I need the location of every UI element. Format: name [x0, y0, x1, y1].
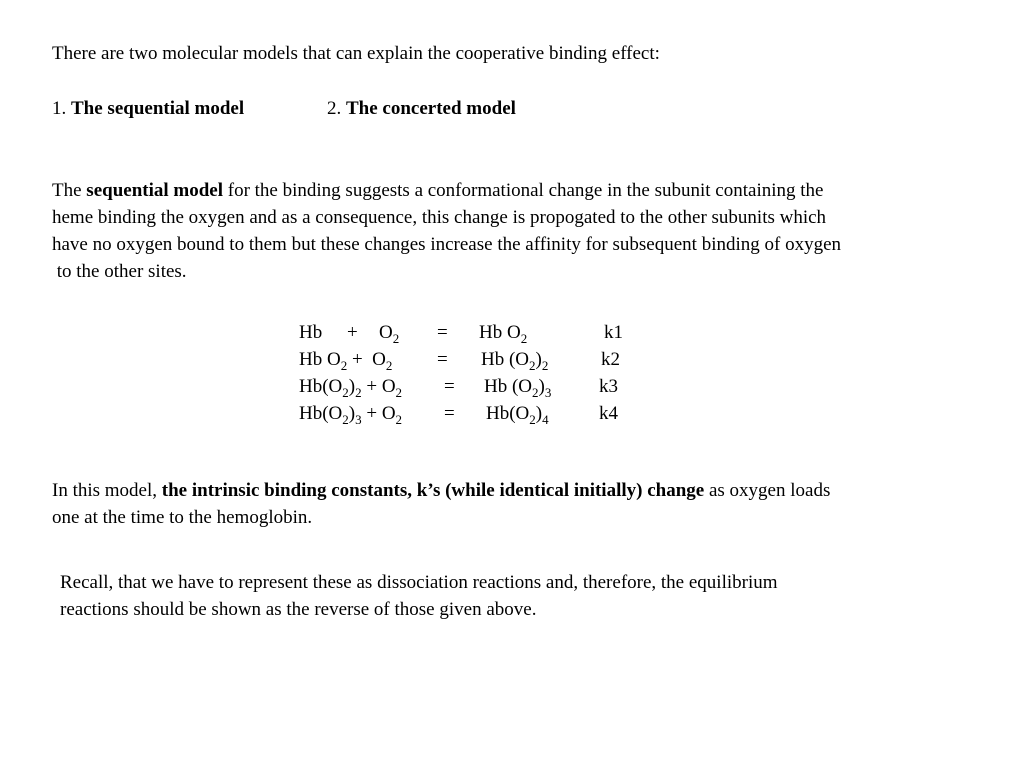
model-2-number: 2. [327, 98, 342, 119]
recall-line-2: reactions should be shown as the reverse of those given above. [60, 599, 537, 620]
equation-row [299, 349, 639, 376]
eq1-constant: k1 [604, 322, 623, 343]
eq1-lhs-plus: + [347, 322, 358, 343]
equation-row [299, 403, 639, 430]
eq3-equals: = [444, 376, 455, 397]
intro-text: There are two molecular models that can explain the cooperative binding effect: [52, 43, 660, 64]
equation-row [299, 322, 639, 349]
eq4-lhs: $Hb(O_2)_3 + O_2$ [299, 403, 403, 427]
eq1-lhs-o2: $O_2$ [379, 322, 400, 346]
eq2-equals: = [437, 349, 448, 370]
models-list [52, 95, 244, 122]
eq4-constant: k4 [599, 403, 618, 424]
eq1-lhs-hb: Hb [299, 322, 323, 343]
eq3-constant: k3 [599, 376, 618, 397]
sequential-line-1 [52, 177, 823, 204]
eq1-equals: = [437, 322, 448, 343]
eq2-lhs: Hb $O_2 + O_2$ [299, 349, 393, 373]
eq3-lhs: $Hb(O_2)_2 + O_2$ [299, 376, 403, 400]
sequential-line-2: heme binding the oxygen and as a consequence, this change is propogated to the other subunits which [52, 207, 827, 228]
sequential-line-1-rest: for the binding suggests a conformational change in the subunit containing the [227, 180, 824, 201]
sequential-bold: sequential model [86, 180, 223, 201]
sequential-lead: The [52, 180, 82, 201]
eq2-rhs: Hb $(O_2)_2$ [481, 349, 549, 373]
eq1-rhs: Hb $O_2$ [479, 322, 528, 346]
model-bold: the intrinsic binding constants, k’s (while identical initially) change [161, 480, 705, 501]
eq4-rhs: $Hb(O_2)_4$ [486, 403, 549, 427]
eq2-constant: k2 [601, 349, 620, 370]
recall-line-1: Recall, that we have to represent these as dissociation reactions and, therefore, the equilibrium [60, 572, 778, 593]
model-lead: In this model, [52, 480, 158, 501]
model-1-name: The sequential model [71, 98, 245, 119]
model-line-2: one at the time to the hemoglobin. [52, 507, 313, 528]
sequential-line-3: have no oxygen bound to them but these changes increase the affinity for subsequent binding of oxygen [52, 234, 842, 255]
models-list-2 [327, 95, 516, 122]
sequential-line-4: to the other sites. [52, 261, 187, 282]
equation-row [299, 376, 639, 403]
eq4-equals: = [444, 403, 455, 424]
model-line-1 [52, 477, 830, 504]
eq3-rhs: Hb $(O_2)_3$ [484, 376, 552, 400]
model-rest: as oxygen loads [708, 480, 831, 501]
model-2-name: The concerted model [346, 98, 516, 119]
model-1-number: 1. [52, 98, 67, 119]
